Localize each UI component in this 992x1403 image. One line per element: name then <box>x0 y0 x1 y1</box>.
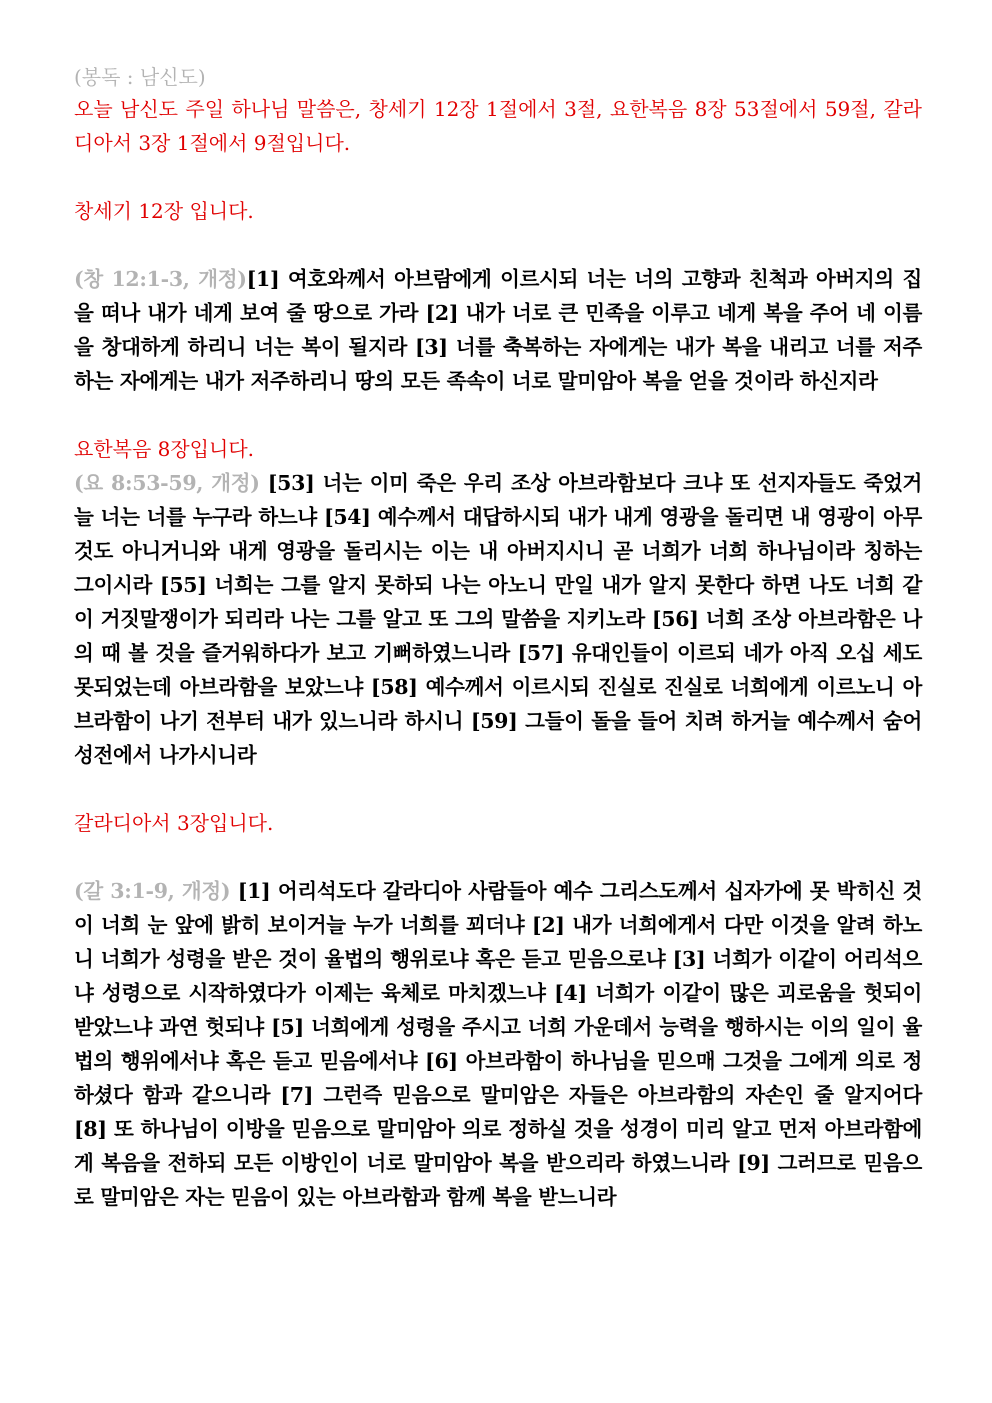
passage-reference: (창 12:1-3, 개정) <box>74 267 247 291</box>
passage-reference: (갈 3:1-9, 개정) <box>74 879 231 903</box>
passage-text: [1] 여호와께서 아브람에게 이르시되 너는 너의 고향과 친척과 아버지의 집을 떠나 내가 네게 보여 줄 땅으로 가라 [2] 내가 너로 큰 민족을 이루고 네게 복을 주어 네 이름을 창대하게 하리니 너는 복이 될지라 [3] 너를 축복하는 자에게는 내가 복을 내리고 너를 저주하는 자에게는 내가 저주하리니 땅의 모든 족속이 너로 말미암아 복을 얻을 것이라 하신지라 <box>74 267 922 393</box>
intro-text: 오늘 남신도 주일 하나님 말씀은, 창세기 12장 1절에서 3절, 요한복음 8장 53절에서 59절, 갈라디아서 3장 1절에서 9절입니다. <box>74 97 922 155</box>
passage-john <box>74 466 922 772</box>
passage-genesis <box>74 262 922 398</box>
spacer <box>74 228 922 262</box>
spacer <box>74 160 922 194</box>
spacer <box>74 772 922 806</box>
section-heading-genesis: 창세기 12장 입니다. <box>74 199 254 223</box>
passage-galatians <box>74 874 922 1214</box>
passage-text: [53] 너는 이미 죽은 우리 조상 아브라함보다 크냐 또 선지자들도 죽었거늘 너는 너를 누구라 하느냐 [54] 예수께서 대답하시되 내가 내게 영광을 돌리면 내 영광이 아무 것도 아니거니와 내게 영광을 돌리시는 이는 내 아버지시니 곧 너희가 너희 하나님이라 칭하는 그이시라 [55] 너희는 그를 알지 못하되 나는 아노니 만일 내가 알지 못한다 하면 나도 너희 같이 거짓말쟁이가 되리라 나는 그를 알고 또 그의 말씀을 지키노라 [56] 너희 조상 아브라함은 나의 때 볼 것을 즐거워하다가 보고 기뻐하였느니라 [57] 유대인들이 이르되 네가 아직 오십 세도 못되었는데 아브라함을 보았느냐 [58] 예수께서 이르시되 진실로 진실로 너희에게 이르노니 아브라함이 나기 전부터 내가 있느니라 하시니 [59] 그들이 돌을 들어 치려 하거늘 예수께서 숨어 성전에서 나가시니라 <box>74 471 922 767</box>
document-page <box>74 62 922 1214</box>
reader-note: (봉독 : 남신도) <box>74 65 206 89</box>
spacer <box>74 398 922 432</box>
passage-reference: (요 8:53-59, 개정) <box>74 471 260 495</box>
section-heading-john: 요한복음 8장입니다. <box>74 437 254 461</box>
section-heading-galatians: 갈라디아서 3장입니다. <box>74 811 274 835</box>
spacer <box>74 840 922 874</box>
passage-text: [1] 어리석도다 갈라디아 사람들아 예수 그리스도께서 십자가에 못 박히신 것이 너희 눈 앞에 밝히 보이거늘 누가 너희를 꾀더냐 [2] 내가 너희에게서 다만 이것을 알려 하노니 너희가 성령을 받은 것이 율법의 행위로냐 혹은 듣고 믿음으로냐 [3] 너희가 이같이 어리석으냐 성령으로 시작하였다가 이제는 육체로 마치겠느냐 [4] 너희가 이같이 많은 괴로움을 헛되이 받았느냐 과연 헛되냐 [5] 너희에게 성령을 주시고 너희 가운데서 능력을 행하시는 이의 일이 율법의 행위에서냐 혹은 듣고 믿음에서냐 [6] 아브라함이 하나님을 믿으매 그것을 그에게 의로 정하셨다 함과 같으니라 [7] 그런즉 믿음으로 말미암은 자들은 아브라함의 자손인 줄 알지어다 [8] 또 하나님이 이방을 믿음으로 말미암아 의로 정하실 것을 성경이 미리 알고 먼저 아브라함에게 복음을 전하되 모든 이방인이 너로 말미암아 복을 받으리라 하였느니라 [9] 그러므로 믿음으로 말미암은 자는 믿음이 있는 아브라함과 함께 복을 받느니라 <box>74 879 923 1209</box>
